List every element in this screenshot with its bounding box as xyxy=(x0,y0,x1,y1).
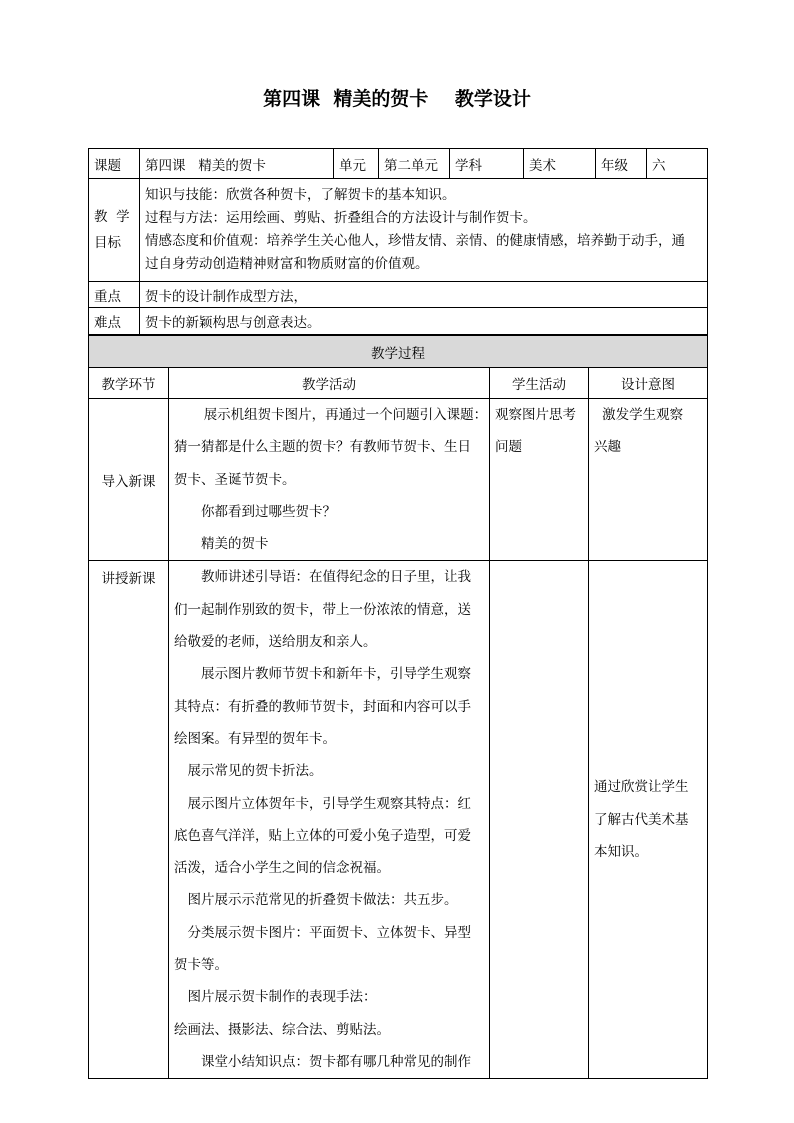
difficulty-value: 贺卡的新颖构思与创意表达。 xyxy=(140,308,708,335)
objectives-content xyxy=(140,179,708,282)
lesson-label: 课题 xyxy=(89,149,140,179)
objectives-label: 教 学 目标 xyxy=(89,179,140,282)
objective-knowledge: 知识与技能：欣赏各种贺卡，了解贺卡的基本知识。 xyxy=(145,187,456,203)
student-intro: 观察图片思考 问题 xyxy=(490,399,589,561)
student-new-lesson xyxy=(490,561,589,1079)
objective-attitude: 情感态度和价值观：培养学生关心他人，珍惜友情、亲情、的健康情感，培养勤于动手，通 xyxy=(145,233,685,249)
stage-new-lesson: 讲授新课 xyxy=(89,561,169,1079)
intent-intro: 激发学生观察 兴趣 xyxy=(589,399,708,561)
header-stage: 教学环节 xyxy=(89,368,169,399)
process-section-title: 教学过程 xyxy=(89,336,708,368)
objective-process: 过程与方法：运用绘画、剪贴、折叠组合的方法设计与制作贺卡。 xyxy=(145,210,537,226)
header-student: 学生活动 xyxy=(490,368,589,399)
subject-value: 美术 xyxy=(524,149,596,179)
teaching-process-table xyxy=(88,335,708,1079)
lesson-info-table xyxy=(88,148,708,335)
key-value: 贺卡的设计制作成型方法， xyxy=(140,282,708,308)
lesson-value: 第四课 精美的贺卡 xyxy=(140,149,334,179)
document-title: 第四课 精美的贺卡 教学设计 xyxy=(263,88,531,110)
unit-label: 单元 xyxy=(334,149,379,179)
objective-attitude-cont: 过自身劳动创造精神财富和物质财富的价值观。 xyxy=(145,256,429,272)
header-activity: 教学活动 xyxy=(169,368,490,399)
header-intent: 设计意图 xyxy=(589,368,708,399)
unit-value: 第二单元 xyxy=(379,149,450,179)
activity-intro: 展示机组贺卡图片，再通过一个问题引入课题： 猜一猜都是什么主题的贺卡？有教师节贺卡、生日 贺卡、圣诞节贺卡。 你都看到过哪些贺卡？ 精美的贺卡 xyxy=(169,399,490,561)
key-label: 重点 xyxy=(89,282,140,308)
grade-label: 年级 xyxy=(596,149,647,179)
subject-label: 学科 xyxy=(450,149,524,179)
difficulty-label: 难点 xyxy=(89,308,140,335)
activity-new-lesson: 教师讲述引导语：在值得纪念的日子里，让我 们一起制作别致的贺卡，带上一份浓浓的情意，送 给敬爱的老师，送给朋友和亲人。 展示图片教师节贺卡和新年卡，引导学生观察 其特点：有折叠的教师节贺卡，封面和内容可以手 绘图案。有异型的贺年卡。 展示常见的贺卡折法。 展示图片立体贺年卡，引导学生观察其特点：红 底色喜气洋洋，贴上立体的可爱小兔子造型，可爱 活泼，适合小学生之间的信念祝福。 图片展示示范常见的折叠贺卡做法：共五步。 分类展示贺卡图片：平面贺卡、立体贺卡、异型 贺卡等。 图片展示贺卡制作的表现手法： 绘画法、摄影法、综合法、剪贴法。 课堂小结知识点：贺卡都有哪几种常见的制作 xyxy=(169,561,490,1079)
intent-new-lesson: 通过欣赏让学生 了解古代美术基 本知识。 xyxy=(589,561,708,1079)
grade-value: 六 xyxy=(647,149,708,179)
stage-intro: 导入新课 xyxy=(89,399,169,561)
